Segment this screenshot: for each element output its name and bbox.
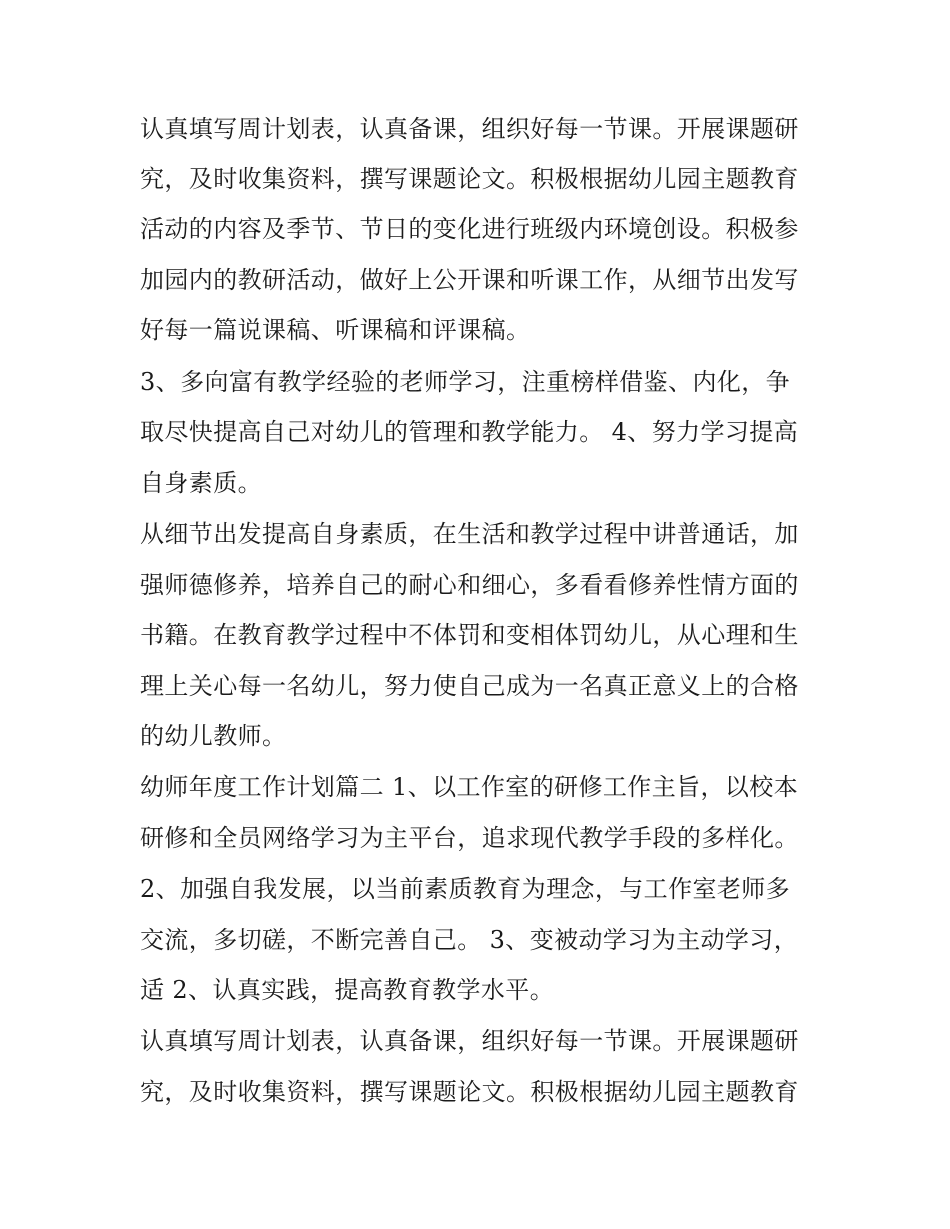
- text-line: 自身素质。: [140, 469, 262, 497]
- text-line: 究，及时收集资料，撰写课题论文。积极根据幼儿园主题教育: [140, 1078, 799, 1106]
- text-line: 书籍。在教育教学过程中不体罚和变相体罚幼儿，从心理和生: [140, 621, 799, 649]
- text-line: 究，及时收集资料，撰写课题论文。积极根据幼儿园主题教育: [140, 165, 799, 193]
- text-line: 理上关心每一名幼儿，努力使自己成为一名真正意义上的合格: [140, 672, 799, 700]
- text-line: 强师德修养，培养自己的耐心和细心，多看看修养性情方面的: [140, 571, 799, 599]
- text-line: 适 2、认真实践，提高教育教学水平。: [140, 976, 555, 1004]
- text-line: 从细节出发提高自身素质，在生活和教学过程中讲普通话，加: [140, 520, 799, 548]
- text-line: 认真填写周计划表，认真备课，组织好每一节课。开展课题研: [140, 115, 799, 143]
- text-line: 研修和全员网络学习为主平台，追求现代教学手段的多样化。: [140, 824, 799, 852]
- text-line: 取尽快提高自己对幼儿的管理和教学能力。 4、努力学习提高: [140, 418, 799, 446]
- text-line: 的幼儿教师。: [140, 722, 287, 750]
- text-line: 加园内的教研活动，做好上公开课和听课工作，从细节出发写: [140, 266, 799, 294]
- text-line: 交流，多切磋，不断完善自己。 3、变被动学习为主动学习，: [140, 926, 799, 954]
- text-line: 活动的内容及季节、节日的变化进行班级内环境创设。积极参: [140, 215, 799, 243]
- text-line: 幼师年度工作计划篇二 1、以工作室的研修工作主旨，以校本: [140, 773, 799, 801]
- text-line: 认真填写周计划表，认真备课，组织好每一节课。开展课题研: [140, 1027, 799, 1055]
- text-line: 好每一篇说课稿、听课稿和评课稿。: [140, 316, 531, 344]
- text-line: 3、多向富有教学经验的老师学习，注重榜样借鉴、内化，争: [140, 368, 791, 396]
- text-line: 2、加强自我发展，以当前素质教育为理念，与工作室老师多: [140, 875, 791, 903]
